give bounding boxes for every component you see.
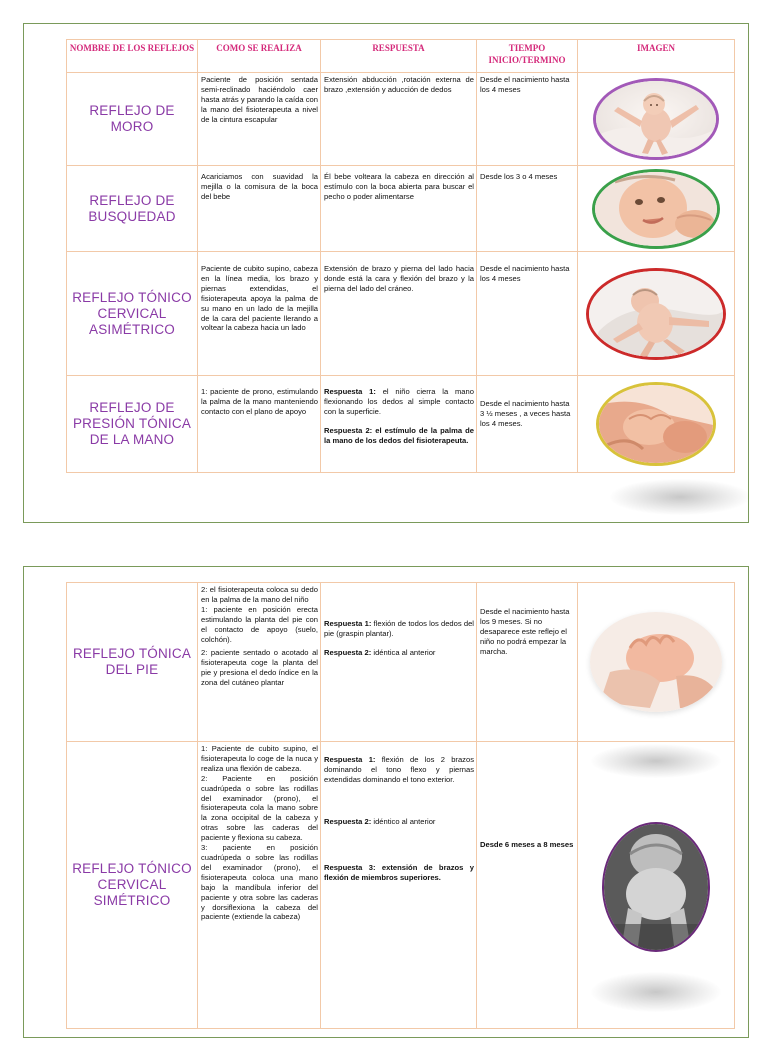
how-step: 2: Paciente en posición cuadrúpeda o sobre las rodillas del examinador (prono), el fisioterapeuta cola la mano sobre la zona occipital de la cabeza y otras sobre las caderas del paciente y flexiona su cabeza. bbox=[201, 773, 318, 843]
response-label: Respuesta 1: bbox=[324, 387, 376, 396]
reflex-response bbox=[321, 376, 477, 473]
document-page-2 bbox=[23, 566, 749, 1038]
header-image: IMAGEN bbox=[578, 40, 735, 73]
response-label: Respuesta 2: el estímulo de la palma de la mano de los dedos del fisioterapeuta. bbox=[324, 425, 474, 445]
reflex-how: Paciente de cubito supino, cabeza en la línea media, los brazo y piernas extendidas, el fisioterapeuta apoya la palma de su mano en un lado de la mejilla de la cara del paciente llerando a voltear la cabeza hacia un lado bbox=[198, 252, 321, 376]
reflex-time: Desde el nacimiento hasta los 4 meses bbox=[477, 252, 578, 376]
reflex-image-cell bbox=[578, 742, 735, 1029]
reflex-how bbox=[198, 742, 321, 1029]
reflex-response: Extensión abducción ,rotación externa de brazo ,extensión y aducción de dedos bbox=[321, 73, 477, 166]
table-row bbox=[67, 252, 735, 376]
reflex-time: Desde 6 meses a 8 meses bbox=[477, 742, 578, 1029]
decorative-shadow bbox=[591, 744, 721, 778]
reflex-name: REFLEJO TÓNICA DEL PIE bbox=[67, 583, 198, 742]
response-text: flexión de todos los dedos del pie (graspin plantar). bbox=[324, 619, 474, 638]
reflex-name: REFLEJO DE PRESIÓN TÓNICA DE LA MANO bbox=[67, 376, 198, 473]
how-step: 3: paciente en posición cuadrúpeda o sobre las rodillas del examinador (prono), el fisioterapeuta coloca una mano bajo la mandíbula inferior del paciente y otra sobre las caderas y dorsiflexiona la cabeza del paciente (extiende la cabeza) bbox=[201, 843, 318, 922]
reflex-image-cell bbox=[578, 252, 735, 376]
baby-atnr-photo-icon bbox=[586, 268, 726, 360]
baby-foot-photo-icon bbox=[590, 612, 722, 712]
reflex-time: Desde el nacimiento hasta los 9 meses. Si no desaparece este reflejo el niño no podrá empezar la marcha. bbox=[477, 583, 578, 742]
reflex-response bbox=[321, 583, 477, 742]
reflex-image-cell bbox=[578, 583, 735, 742]
baby-hand-grasp-photo-icon bbox=[596, 382, 716, 466]
response-label: Respuesta 2: bbox=[324, 647, 372, 657]
header-response: RESPUESTA bbox=[321, 40, 477, 73]
table-row bbox=[67, 583, 735, 742]
reflex-time: Desde los 3 o 4 meses bbox=[477, 166, 578, 252]
decorative-shadow bbox=[610, 479, 750, 515]
response-label: Respuesta 1: bbox=[324, 619, 372, 628]
header-how: COMO SE REALIZA bbox=[198, 40, 321, 73]
reflex-time: Desde el nacimiento hasta 3 ½ meses , a veces hasta los 4 meses. bbox=[477, 376, 578, 473]
how-step: 1: Paciente de cubito supino, el fisioterapeuta lo coge de la nuca y realiza una flexión de cabeza. bbox=[201, 744, 318, 773]
how-step: 2: paciente sentado o acotado al fisioterapeuta coge la planta del pie y presiona el dedo índice en la zona del cutáneo plantar bbox=[201, 648, 318, 688]
table-row bbox=[67, 166, 735, 252]
reflex-response: Él bebe volteara la cabeza en dirección al estímulo con la boca abierta para buscar el pecho o poder alimentarse bbox=[321, 166, 477, 252]
response-text: flexión de los 2 brazos dominando el tono flexo y piernas extendidas dominando el tono exterior. bbox=[324, 755, 474, 784]
reflex-table-page-1 bbox=[66, 39, 735, 473]
table-header-row bbox=[67, 40, 735, 73]
reflex-name: REFLEJO TÓNICO CERVICAL SIMÉTRICO bbox=[67, 742, 198, 1029]
reflex-how: Paciente de posición sentada semi-reclinado haciéndolo caer hasta atrás y parando la caída con la mano del fisioterapeuta a nivel de la cintura escapular bbox=[198, 73, 321, 166]
reflex-image-cell bbox=[578, 73, 735, 166]
response-text: idéntico al anterior bbox=[371, 816, 436, 826]
reflex-name: REFLEJO TÓNICO CERVICAL ASIMÉTRICO bbox=[67, 252, 198, 376]
table-row bbox=[67, 376, 735, 473]
baby-rooting-photo-icon bbox=[592, 169, 720, 249]
reflex-time: Desde el nacimiento hasta los 4 meses bbox=[477, 73, 578, 166]
response-label: Respuesta 1: bbox=[324, 755, 376, 764]
decorative-shadow bbox=[591, 972, 721, 1012]
header-name: NOMBRE DE LOS REFLEJOS bbox=[67, 40, 198, 73]
table-row bbox=[67, 73, 735, 166]
response-label: Respuesta 3: extensión de brazos y flexión de miembros superiores. bbox=[324, 862, 474, 882]
reflex-name: REFLEJO DE MORO bbox=[67, 73, 198, 166]
response-label: Respuesta 2: bbox=[324, 816, 372, 826]
reflex-image-cell bbox=[578, 166, 735, 252]
reflex-response bbox=[321, 742, 477, 1029]
reflex-how: Acariciamos con suavidad la mejilla o la comisura de la boca del bebe bbox=[198, 166, 321, 252]
reflex-how bbox=[198, 583, 321, 742]
response-text: idéntica al anterior bbox=[371, 647, 436, 657]
how-step: 1: paciente en posición erecta estimulando la planta del pie con el contacto de apoyo (suelo, colchón). bbox=[201, 604, 318, 644]
baby-stnr-photo-icon bbox=[602, 822, 710, 952]
reflex-name: REFLEJO DE BUSQUEDAD bbox=[67, 166, 198, 252]
reflex-table-page-2 bbox=[66, 582, 735, 1029]
response-text: el niño cierra la mano flexionando los dedos al simple contacto con la superficie. bbox=[324, 387, 474, 416]
baby-moro-photo-icon bbox=[593, 78, 719, 160]
how-step: 2: el fisioterapeuta coloca su dedo en la palma de la mano del niño bbox=[201, 585, 318, 604]
reflex-how: 1: paciente de prono, estimulando la palma de la mano manteniendo contacto con el plano de apoyo bbox=[198, 376, 321, 473]
table-row bbox=[67, 742, 735, 1029]
header-time: TIEMPO INICIO/TERMINO bbox=[477, 40, 578, 73]
reflex-response: Extensión de brazo y pierna del lado hacia donde está la cara y flexión del brazo y la pierna del lado del cráneo. bbox=[321, 252, 477, 376]
document-page-1 bbox=[23, 23, 749, 523]
reflex-image-cell bbox=[578, 376, 735, 473]
